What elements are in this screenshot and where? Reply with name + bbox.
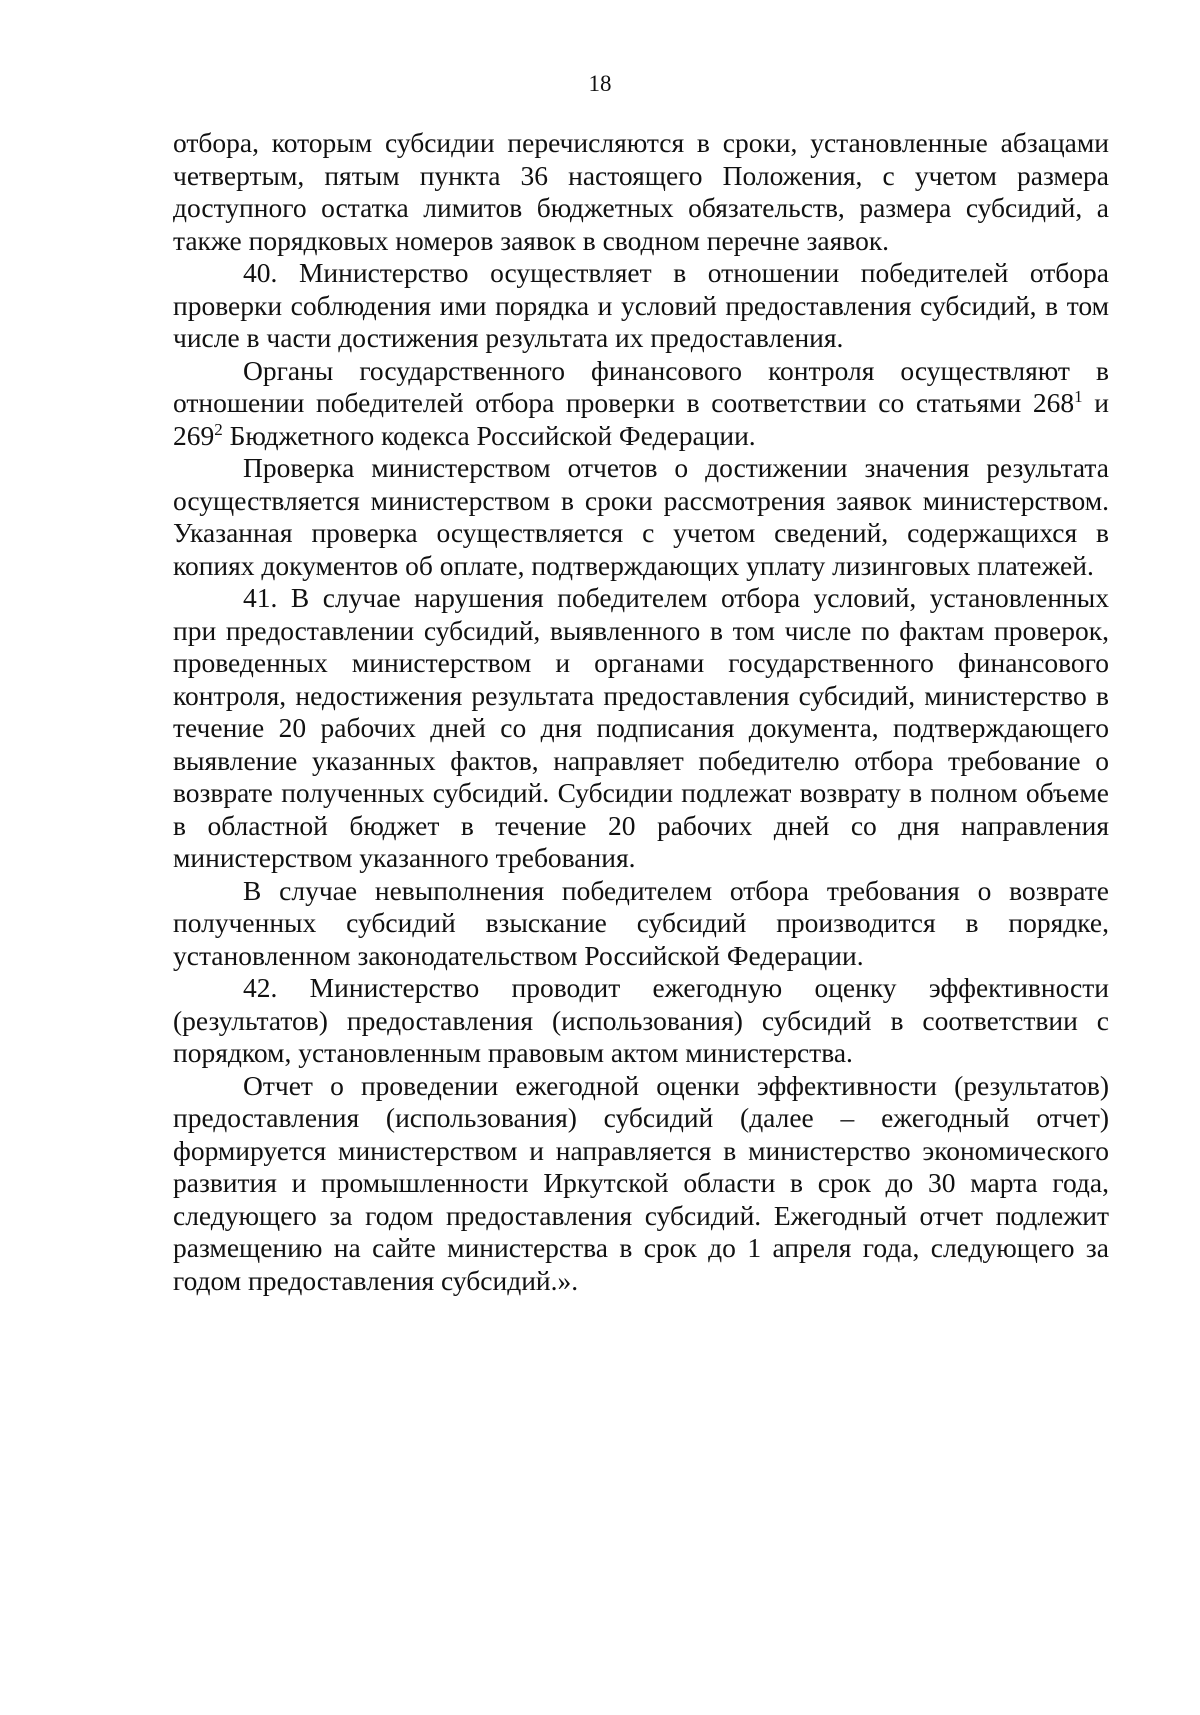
page-number: 18 <box>588 71 612 96</box>
document-body <box>173 127 1109 1297</box>
footnote-superscript: 1 <box>1074 386 1083 406</box>
paragraph-text: Бюджетного кодекса Российской Федерации. <box>222 419 756 451</box>
paragraph-report-check: Проверка министерством отчетов о достижении значения результата осуществляется министерством в сроки рассмотрения заявок министерством. Указанная проверка осуществляется с учетом сведений, содержащихся в копиях документов об оплате, подтверждающих уплату лизинговых платежей. <box>173 452 1109 581</box>
paragraph-item-40: 40. Министерство осуществляет в отношении победителей отбора проверки соблюдения ими порядка и условий предоставления субсидий, в том числе в части достижения результата их предоставления. <box>173 257 1109 353</box>
paragraph-item-42: 42. Министерство проводит ежегодную оценку эффективности (результатов) предоставления (использования) субсидий в соответствии с порядком, установленным правовым актом министерства. <box>173 972 1109 1068</box>
footnote-superscript: 2 <box>214 419 223 439</box>
paragraph-text: и 269 <box>173 387 1109 451</box>
paragraph-financial-control <box>173 355 1109 453</box>
paragraph-item-41: 41. В случае нарушения победителем отбора условий, установленных при предоставлении субсидий, выявленного в том числе по фактам проверок, проведенных министерством и органами государственного финансового контроля, недостижения результата предоставления субсидий, министерство в течение 20 рабочих дней со дня подписания документа, подтверждающего выявление указанных фактов, направляет победителю отбора требование о возврате полученных субсидий. Субсидии подлежат возврату в полном объеме в областной бюджет в течение 20 рабочих дней со дня направления министерством указанного требования. <box>173 582 1109 873</box>
paragraph-recovery: В случае невыполнения победителем отбора требования о возврате полученных субсидий взыскание субсидий производится в порядке, установленном законодательством Российской Федерации. <box>173 874 1109 971</box>
paragraph-text: Органы государственного финансового контроля осуществляют в отношении победителей отбора проверки в соответствии со статьями 268 <box>173 354 1109 418</box>
paragraph-annual-report: Отчет о проведении ежегодной оценки эффективности (результатов) предоставления (использования) субсидий (далее – ежегодный отчет) формируется министерством и направляется в министерство экономического развития и промышленности Иркутской области в срок до 30 марта года, следующего за годом предоставления субсидий. Ежегодный отчет подлежит размещению на сайте министерства в срок до 1 апреля года, следующего за годом предоставления субсидий.». <box>173 1069 1109 1296</box>
paragraph-continuation: отбора, которым субсидии перечисляются в сроки, установленные абзацами четвертым, пятым пункта 36 настоящего Положения, с учетом размера доступного остатка лимитов бюджетных обязательств, размера субсидий, а также порядковых номеров заявок в сводном перечне заявок. <box>173 127 1109 256</box>
